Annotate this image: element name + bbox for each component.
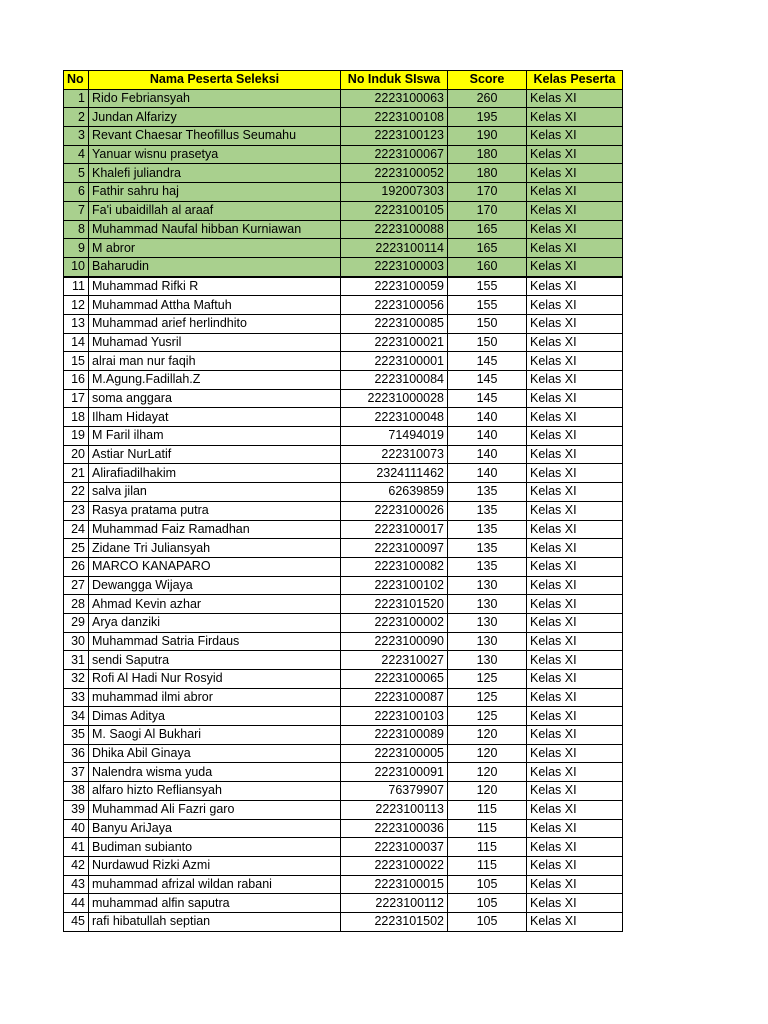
cell-no: 31 xyxy=(64,651,89,670)
cell-id: 71494019 xyxy=(341,427,448,446)
cell-no: 42 xyxy=(64,856,89,875)
cell-id: 2223100063 xyxy=(341,89,448,108)
table-row xyxy=(64,483,623,502)
cell-score: 180 xyxy=(448,164,527,183)
cell-name: alrai man nur faqih xyxy=(89,352,341,371)
cell-score: 260 xyxy=(448,89,527,108)
cell-kelas: Kelas XI xyxy=(527,108,623,127)
table-row xyxy=(64,239,623,258)
cell-no: 18 xyxy=(64,408,89,427)
cell-id: 2223100113 xyxy=(341,800,448,819)
cell-name: muhammad ilmi abror xyxy=(89,688,341,707)
cell-kelas: Kelas XI xyxy=(527,819,623,838)
cell-kelas: Kelas XI xyxy=(527,707,623,726)
cell-name: Muhammad Rifki R xyxy=(89,277,341,296)
cell-no: 26 xyxy=(64,557,89,576)
cell-kelas: Kelas XI xyxy=(527,838,623,857)
cell-no: 11 xyxy=(64,277,89,296)
cell-no: 4 xyxy=(64,145,89,164)
cell-no: 16 xyxy=(64,371,89,390)
cell-name: Muhamad Yusril xyxy=(89,333,341,352)
cell-no: 1 xyxy=(64,89,89,108)
cell-score: 160 xyxy=(448,257,527,276)
cell-name: Astiar NurLatif xyxy=(89,445,341,464)
cell-score: 165 xyxy=(448,239,527,258)
cell-id: 2324111462 xyxy=(341,464,448,483)
cell-score: 120 xyxy=(448,726,527,745)
cell-score: 145 xyxy=(448,352,527,371)
cell-kelas: Kelas XI xyxy=(527,875,623,894)
cell-no: 39 xyxy=(64,800,89,819)
cell-id: 2223100036 xyxy=(341,819,448,838)
table-row xyxy=(64,726,623,745)
cell-score: 140 xyxy=(448,427,527,446)
cell-kelas: Kelas XI xyxy=(527,688,623,707)
cell-no: 43 xyxy=(64,875,89,894)
cell-name: Revant Chaesar Theofillus Seumahu xyxy=(89,127,341,146)
table-row xyxy=(64,819,623,838)
cell-no: 33 xyxy=(64,688,89,707)
cell-kelas: Kelas XI xyxy=(527,557,623,576)
cell-score: 120 xyxy=(448,744,527,763)
cell-kelas: Kelas XI xyxy=(527,613,623,632)
cell-name: Rofi Al Hadi Nur Rosyid xyxy=(89,670,341,689)
cell-kelas: Kelas XI xyxy=(527,257,623,276)
cell-id: 2223100085 xyxy=(341,314,448,333)
cell-name: Rasya pratama putra xyxy=(89,501,341,520)
table-row xyxy=(64,688,623,707)
participant-table xyxy=(63,70,623,932)
cell-name: Dewangga Wijaya xyxy=(89,576,341,595)
cell-id: 2223100048 xyxy=(341,408,448,427)
cell-name: Dimas Aditya xyxy=(89,707,341,726)
cell-kelas: Kelas XI xyxy=(527,912,623,931)
cell-no: 12 xyxy=(64,296,89,315)
table-row xyxy=(64,744,623,763)
cell-kelas: Kelas XI xyxy=(527,352,623,371)
cell-name: Fa'i ubaidillah al araaf xyxy=(89,201,341,220)
cell-kelas: Kelas XI xyxy=(527,501,623,520)
header-kelas: Kelas Peserta xyxy=(527,71,623,90)
cell-name: MARCO KANAPARO xyxy=(89,557,341,576)
cell-kelas: Kelas XI xyxy=(527,277,623,296)
cell-name: Ahmad Kevin azhar xyxy=(89,595,341,614)
cell-kelas: Kelas XI xyxy=(527,164,623,183)
table-row xyxy=(64,557,623,576)
cell-name: Muhammad arief herlindhito xyxy=(89,314,341,333)
cell-kelas: Kelas XI xyxy=(527,670,623,689)
cell-name: M abror xyxy=(89,239,341,258)
table-row xyxy=(64,408,623,427)
cell-score: 135 xyxy=(448,483,527,502)
cell-name: Yanuar wisnu prasetya xyxy=(89,145,341,164)
cell-score: 130 xyxy=(448,651,527,670)
table-row xyxy=(64,389,623,408)
cell-kelas: Kelas XI xyxy=(527,782,623,801)
cell-id: 2223100005 xyxy=(341,744,448,763)
table-row xyxy=(64,427,623,446)
cell-kelas: Kelas XI xyxy=(527,89,623,108)
cell-id: 2223100091 xyxy=(341,763,448,782)
cell-kelas: Kelas XI xyxy=(527,239,623,258)
table-row xyxy=(64,296,623,315)
cell-id: 2223100003 xyxy=(341,257,448,276)
cell-kelas: Kelas XI xyxy=(527,576,623,595)
cell-name: soma anggara xyxy=(89,389,341,408)
table-row xyxy=(64,464,623,483)
cell-no: 13 xyxy=(64,314,89,333)
cell-id: 2223100022 xyxy=(341,856,448,875)
cell-kelas: Kelas XI xyxy=(527,632,623,651)
cell-score: 135 xyxy=(448,539,527,558)
cell-id: 192007303 xyxy=(341,183,448,202)
cell-name: Nurdawud Rizki Azmi xyxy=(89,856,341,875)
cell-no: 44 xyxy=(64,894,89,913)
table-row xyxy=(64,595,623,614)
cell-name: Baharudin xyxy=(89,257,341,276)
cell-id: 2223100065 xyxy=(341,670,448,689)
cell-no: 36 xyxy=(64,744,89,763)
cell-no: 24 xyxy=(64,520,89,539)
table-row xyxy=(64,220,623,239)
table-row xyxy=(64,445,623,464)
cell-name: Rido Febriansyah xyxy=(89,89,341,108)
cell-kelas: Kelas XI xyxy=(527,539,623,558)
cell-name: muhammad alfin saputra xyxy=(89,894,341,913)
cell-kelas: Kelas XI xyxy=(527,145,623,164)
cell-no: 8 xyxy=(64,220,89,239)
cell-id: 2223101520 xyxy=(341,595,448,614)
cell-no: 34 xyxy=(64,707,89,726)
cell-no: 9 xyxy=(64,239,89,258)
cell-id: 2223100052 xyxy=(341,164,448,183)
cell-id: 2223100059 xyxy=(341,277,448,296)
cell-id: 2223100088 xyxy=(341,220,448,239)
cell-no: 40 xyxy=(64,819,89,838)
cell-no: 10 xyxy=(64,257,89,276)
cell-id: 62639859 xyxy=(341,483,448,502)
cell-no: 6 xyxy=(64,183,89,202)
cell-score: 135 xyxy=(448,557,527,576)
cell-name: Arya danziki xyxy=(89,613,341,632)
cell-id: 2223100067 xyxy=(341,145,448,164)
cell-kelas: Kelas XI xyxy=(527,127,623,146)
table-row xyxy=(64,164,623,183)
table-row xyxy=(64,501,623,520)
cell-score: 145 xyxy=(448,389,527,408)
table-row xyxy=(64,632,623,651)
table-row xyxy=(64,201,623,220)
table-row xyxy=(64,782,623,801)
table-row xyxy=(64,183,623,202)
cell-name: alfaro hizto Refliansyah xyxy=(89,782,341,801)
cell-kelas: Kelas XI xyxy=(527,201,623,220)
cell-no: 30 xyxy=(64,632,89,651)
cell-kelas: Kelas XI xyxy=(527,389,623,408)
cell-kelas: Kelas XI xyxy=(527,744,623,763)
cell-name: Muhammad Faiz Ramadhan xyxy=(89,520,341,539)
cell-score: 140 xyxy=(448,445,527,464)
cell-score: 115 xyxy=(448,856,527,875)
cell-kelas: Kelas XI xyxy=(527,651,623,670)
cell-kelas: Kelas XI xyxy=(527,445,623,464)
cell-kelas: Kelas XI xyxy=(527,220,623,239)
cell-no: 7 xyxy=(64,201,89,220)
cell-id: 2223100002 xyxy=(341,613,448,632)
cell-score: 130 xyxy=(448,595,527,614)
cell-no: 17 xyxy=(64,389,89,408)
cell-id: 2223100108 xyxy=(341,108,448,127)
cell-kelas: Kelas XI xyxy=(527,296,623,315)
cell-kelas: Kelas XI xyxy=(527,371,623,390)
cell-no: 19 xyxy=(64,427,89,446)
cell-no: 37 xyxy=(64,763,89,782)
cell-kelas: Kelas XI xyxy=(527,894,623,913)
cell-kelas: Kelas XI xyxy=(527,726,623,745)
cell-score: 155 xyxy=(448,296,527,315)
cell-score: 165 xyxy=(448,220,527,239)
cell-kelas: Kelas XI xyxy=(527,333,623,352)
cell-score: 115 xyxy=(448,800,527,819)
cell-score: 140 xyxy=(448,408,527,427)
table-row xyxy=(64,89,623,108)
cell-name: Muhammad Satria Firdaus xyxy=(89,632,341,651)
cell-score: 125 xyxy=(448,707,527,726)
table-row xyxy=(64,707,623,726)
table-row xyxy=(64,800,623,819)
cell-name: Zidane Tri Juliansyah xyxy=(89,539,341,558)
cell-id: 2223100037 xyxy=(341,838,448,857)
table-row xyxy=(64,856,623,875)
cell-kelas: Kelas XI xyxy=(527,408,623,427)
cell-score: 135 xyxy=(448,520,527,539)
cell-name: sendi Saputra xyxy=(89,651,341,670)
table-row xyxy=(64,651,623,670)
cell-id: 2223100097 xyxy=(341,539,448,558)
table-row xyxy=(64,145,623,164)
cell-id: 2223100001 xyxy=(341,352,448,371)
cell-kelas: Kelas XI xyxy=(527,763,623,782)
cell-score: 105 xyxy=(448,875,527,894)
table-row xyxy=(64,371,623,390)
cell-no: 32 xyxy=(64,670,89,689)
cell-id: 222310073 xyxy=(341,445,448,464)
cell-score: 130 xyxy=(448,632,527,651)
cell-score: 170 xyxy=(448,183,527,202)
cell-id: 2223100105 xyxy=(341,201,448,220)
cell-kelas: Kelas XI xyxy=(527,427,623,446)
table-row xyxy=(64,763,623,782)
cell-id: 2223100026 xyxy=(341,501,448,520)
cell-score: 130 xyxy=(448,576,527,595)
table-row xyxy=(64,838,623,857)
table-row xyxy=(64,912,623,931)
cell-score: 180 xyxy=(448,145,527,164)
cell-kelas: Kelas XI xyxy=(527,800,623,819)
cell-score: 190 xyxy=(448,127,527,146)
cell-no: 28 xyxy=(64,595,89,614)
cell-kelas: Kelas XI xyxy=(527,520,623,539)
table-row xyxy=(64,277,623,296)
cell-name: M.Agung.Fadillah.Z xyxy=(89,371,341,390)
cell-no: 20 xyxy=(64,445,89,464)
cell-no: 45 xyxy=(64,912,89,931)
cell-name: rafi hibatullah septian xyxy=(89,912,341,931)
cell-id: 2223100103 xyxy=(341,707,448,726)
cell-score: 145 xyxy=(448,371,527,390)
cell-id: 2223100102 xyxy=(341,576,448,595)
cell-name: Muhammad Attha Maftuh xyxy=(89,296,341,315)
cell-kelas: Kelas XI xyxy=(527,464,623,483)
header-row xyxy=(64,71,623,90)
cell-score: 195 xyxy=(448,108,527,127)
table-row xyxy=(64,539,623,558)
table-row xyxy=(64,108,623,127)
table-row xyxy=(64,670,623,689)
cell-kelas: Kelas XI xyxy=(527,183,623,202)
cell-id: 2223100089 xyxy=(341,726,448,745)
table-row xyxy=(64,352,623,371)
cell-score: 135 xyxy=(448,501,527,520)
cell-kelas: Kelas XI xyxy=(527,314,623,333)
cell-no: 25 xyxy=(64,539,89,558)
cell-no: 15 xyxy=(64,352,89,371)
cell-no: 27 xyxy=(64,576,89,595)
cell-id: 2223100056 xyxy=(341,296,448,315)
cell-name: Banyu AriJaya xyxy=(89,819,341,838)
cell-id: 2223100082 xyxy=(341,557,448,576)
cell-no: 14 xyxy=(64,333,89,352)
cell-name: M Faril ilham xyxy=(89,427,341,446)
table-body xyxy=(64,89,623,931)
cell-score: 170 xyxy=(448,201,527,220)
cell-name: Muhammad Naufal hibban Kurniawan xyxy=(89,220,341,239)
cell-score: 105 xyxy=(448,912,527,931)
cell-name: Jundan Alfarizy xyxy=(89,108,341,127)
cell-name: Budiman subianto xyxy=(89,838,341,857)
cell-id: 2223100112 xyxy=(341,894,448,913)
table-row xyxy=(64,894,623,913)
cell-name: Ilham Hidayat xyxy=(89,408,341,427)
cell-id: 2223100087 xyxy=(341,688,448,707)
cell-id: 2223101502 xyxy=(341,912,448,931)
table-row xyxy=(64,257,623,276)
cell-kelas: Kelas XI xyxy=(527,595,623,614)
cell-no: 29 xyxy=(64,613,89,632)
cell-id: 2223100021 xyxy=(341,333,448,352)
cell-no: 35 xyxy=(64,726,89,745)
cell-no: 23 xyxy=(64,501,89,520)
table-row xyxy=(64,314,623,333)
cell-no: 21 xyxy=(64,464,89,483)
cell-score: 155 xyxy=(448,277,527,296)
cell-id: 22231000028 xyxy=(341,389,448,408)
cell-id: 2223100084 xyxy=(341,371,448,390)
cell-score: 125 xyxy=(448,688,527,707)
cell-id: 2223100015 xyxy=(341,875,448,894)
cell-no: 3 xyxy=(64,127,89,146)
cell-score: 115 xyxy=(448,819,527,838)
cell-no: 22 xyxy=(64,483,89,502)
cell-name: M. Saogi Al Bukhari xyxy=(89,726,341,745)
cell-name: Dhika Abil Ginaya xyxy=(89,744,341,763)
cell-score: 150 xyxy=(448,314,527,333)
table-row xyxy=(64,520,623,539)
table-row xyxy=(64,333,623,352)
cell-score: 125 xyxy=(448,670,527,689)
cell-name: Fathir sahru haj xyxy=(89,183,341,202)
cell-score: 105 xyxy=(448,894,527,913)
cell-no: 38 xyxy=(64,782,89,801)
cell-score: 120 xyxy=(448,763,527,782)
cell-score: 130 xyxy=(448,613,527,632)
header-no: No xyxy=(64,71,89,90)
cell-id: 222310027 xyxy=(341,651,448,670)
cell-id: 2223100090 xyxy=(341,632,448,651)
cell-score: 150 xyxy=(448,333,527,352)
cell-name: Alirafiadilhakim xyxy=(89,464,341,483)
cell-name: muhammad afrizal wildan rabani xyxy=(89,875,341,894)
cell-score: 115 xyxy=(448,838,527,857)
table-row xyxy=(64,576,623,595)
cell-id: 2223100017 xyxy=(341,520,448,539)
cell-name: Khalefi juliandra xyxy=(89,164,341,183)
table-row xyxy=(64,127,623,146)
cell-id: 2223100114 xyxy=(341,239,448,258)
cell-name: Nalendra wisma yuda xyxy=(89,763,341,782)
cell-id: 76379907 xyxy=(341,782,448,801)
cell-score: 120 xyxy=(448,782,527,801)
header-name: Nama Peserta Seleksi xyxy=(89,71,341,90)
header-score: Score xyxy=(448,71,527,90)
table-row xyxy=(64,613,623,632)
cell-kelas: Kelas XI xyxy=(527,856,623,875)
cell-score: 140 xyxy=(448,464,527,483)
cell-kelas: Kelas XI xyxy=(527,483,623,502)
cell-no: 41 xyxy=(64,838,89,857)
table-row xyxy=(64,875,623,894)
cell-no: 2 xyxy=(64,108,89,127)
cell-no: 5 xyxy=(64,164,89,183)
header-id: No Induk SIswa xyxy=(341,71,448,90)
cell-id: 2223100123 xyxy=(341,127,448,146)
cell-name: salva jilan xyxy=(89,483,341,502)
cell-name: Muhammad Ali Fazri garo xyxy=(89,800,341,819)
